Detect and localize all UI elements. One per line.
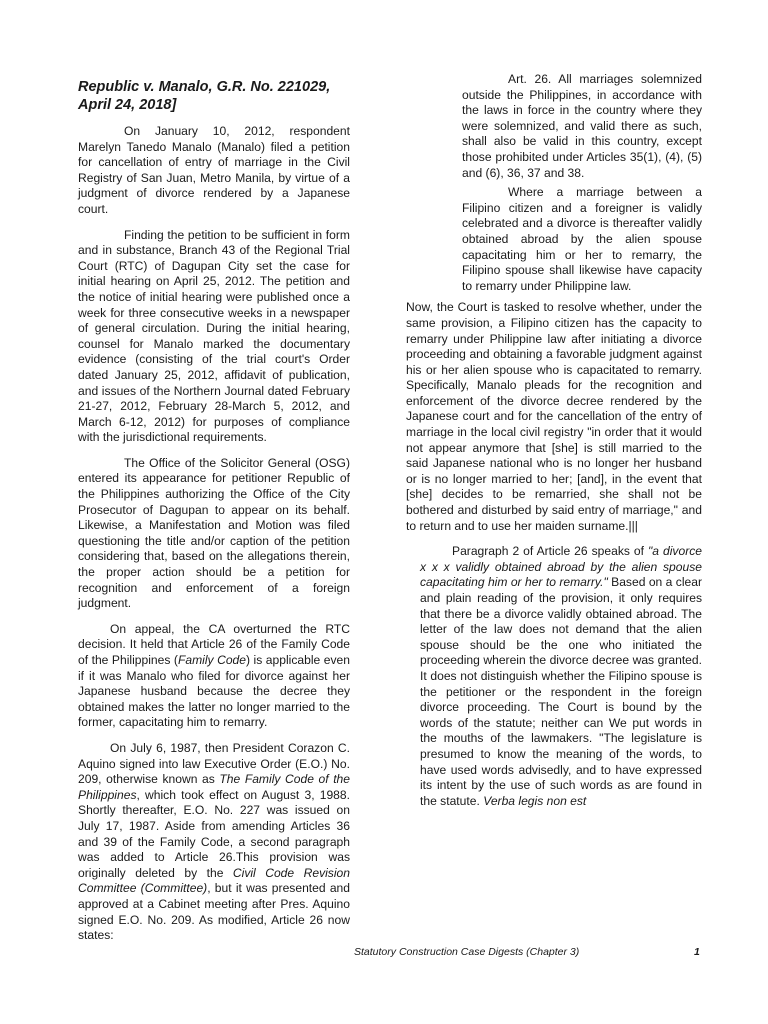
right-column	[406, 72, 702, 819]
paragraph-ca-appeal: On appeal, the CA overturned the RTC decision. It held that Article 26 of the Family Code of the Philippines (Family Code) is applicable even if it was Manalo who filed for divorce against her Japanese husband because the decree they obtained makes the latter no longer married to the former, capacitating him to remarry.	[78, 621, 351, 730]
paragraph-executive-order: On July 6, 1987, then President Corazon C. Aquino signed into law Executive Order (E.O.) No. 209, otherwise known as The Family Code of the Philippines, which took effect on August 3, 1988. Shortly thereafter, E.O. No. 227 was issued on July 17, 1987. Aside from amending Articles 36 and 39 of the Family Code, a second paragraph was added to Article 26.This provision was originally deleted by the Civil Code Revision Committee (Committee), but it was presented and approved at a Cabinet meeting after Pres. Aquino signed E.O. No. 209. As modified, Article 26 now states:	[78, 740, 351, 943]
paragraph-rtc-hearing: Finding the petition to be sufficient in form and in substance, Branch 43 of the Regional Trial Court (RTC) of Dagupan City set the case for initial hearing on April 25, 2012. The petition and the notice of initial hearing were published once a week for three consecutive weeks in a newspaper of general circulation. During the initial hearing, counsel for Manalo marked the documentary evidence (consisting of the trial court's Order dated January 25, 2012, affidavit of publication, and issues of the Northern Journal dated February 21-27, 2012, February 28-March 5, 2012, and March 6-12, 2012) for purposes of compliance with the jurisdictional requirements.	[78, 227, 350, 445]
paragraph-article-26-analysis: Paragraph 2 of Article 26 speaks of "a divorce x x x validly obtained abroad by the alien spouse capacitating him or her to remarry." Based on a clear and plain reading of the provision, it only requires that there be a divorce validly obtained abroad. The letter of the law does not demand that the alien spouse should be the one who initiated the proceeding wherein the divorce decree was granted. It does not distinguish whether the Filipino spouse is the petitioner or the respondent in the foreign divorce proceeding. The Court is bound by the words of the statute; neither can We put words in the mouths of the lawmakers. "The legislature is presumed to know the meaning of the words, to have used words advisedly, and to have expressed its intent by the use of such words as are found in the statute. Verba legis non est	[420, 544, 702, 808]
paragraph-osg-appearance: The Office of the Solicitor General (OSG) entered its appearance for petitioner Republic of the Philippines authorizing the Office of the City Prosecutor of Dagupan to appear on its behalf. Likewise, a Manifestation and Motion was filed questioning the title and/or caption of the petition considering that, based on the allegations therein, the proper action should be a petition for recognition and enforcement of a foreign judgment.	[78, 455, 350, 611]
left-column	[78, 78, 350, 954]
article-26-paragraph-1: Art. 26. All marriages solemnized outside the Philippines, in accordance with the laws in force in the country where they were solemnized, and valid there as such, shall also be valid in this country, except those prohibited under Articles 35(1), (4), (5) and (6), 36, 37 and 38.	[462, 72, 702, 180]
case-title: Republic v. Manalo, G.R. No. 221029, April 24, 2018]	[78, 79, 331, 113]
footer-title: Statutory Construction Case Digests (Chapter 3)	[354, 946, 580, 958]
paragraph-petition-filed: On January 10, 2012, respondent Marelyn Tanedo Manalo (Manalo) filed a petition for cancellation of entry of marriage in the Civil Registry of San Juan, Metro Manila, by virtue of a judgment of divorce rendered by a Japanese court.	[78, 124, 350, 216]
article-26-quote	[406, 72, 702, 294]
page-number: 1	[694, 946, 700, 958]
article-26-paragraph-2: Where a marriage between a Filipino citizen and a foreigner is validly celebrated and a divorce is thereafter validly obtained abroad by the alien spouse capacitating him or her to remarry, the Filipino spouse shall likewise have capacity to remarry under Philippine law.	[462, 185, 702, 293]
paragraph-court-issue: Now, the Court is tasked to resolve whether, under the same provision, a Filipino citizen has the capacity to remarry under Philippine law after initiating a divorce proceeding and obtaining a favorable judgment against his or her alien spouse who is capacitated to remarry. Specifically, Manalo pleads for the recognition and enforcement of the divorce decree rendered by the Japanese court and for the cancellation of the entry of marriage in the local civil registry "in order that it would not appear anymore that [she] is still married to the said Japanese national who is no longer her husband or is no longer married to her; [and], in the event that [she] decides to be remarried, she shall not be bothered and disturbed by said entry of marriage," and to return and to use her maiden surname.|||	[406, 300, 702, 533]
paragraph-analysis-block	[406, 544, 702, 809]
